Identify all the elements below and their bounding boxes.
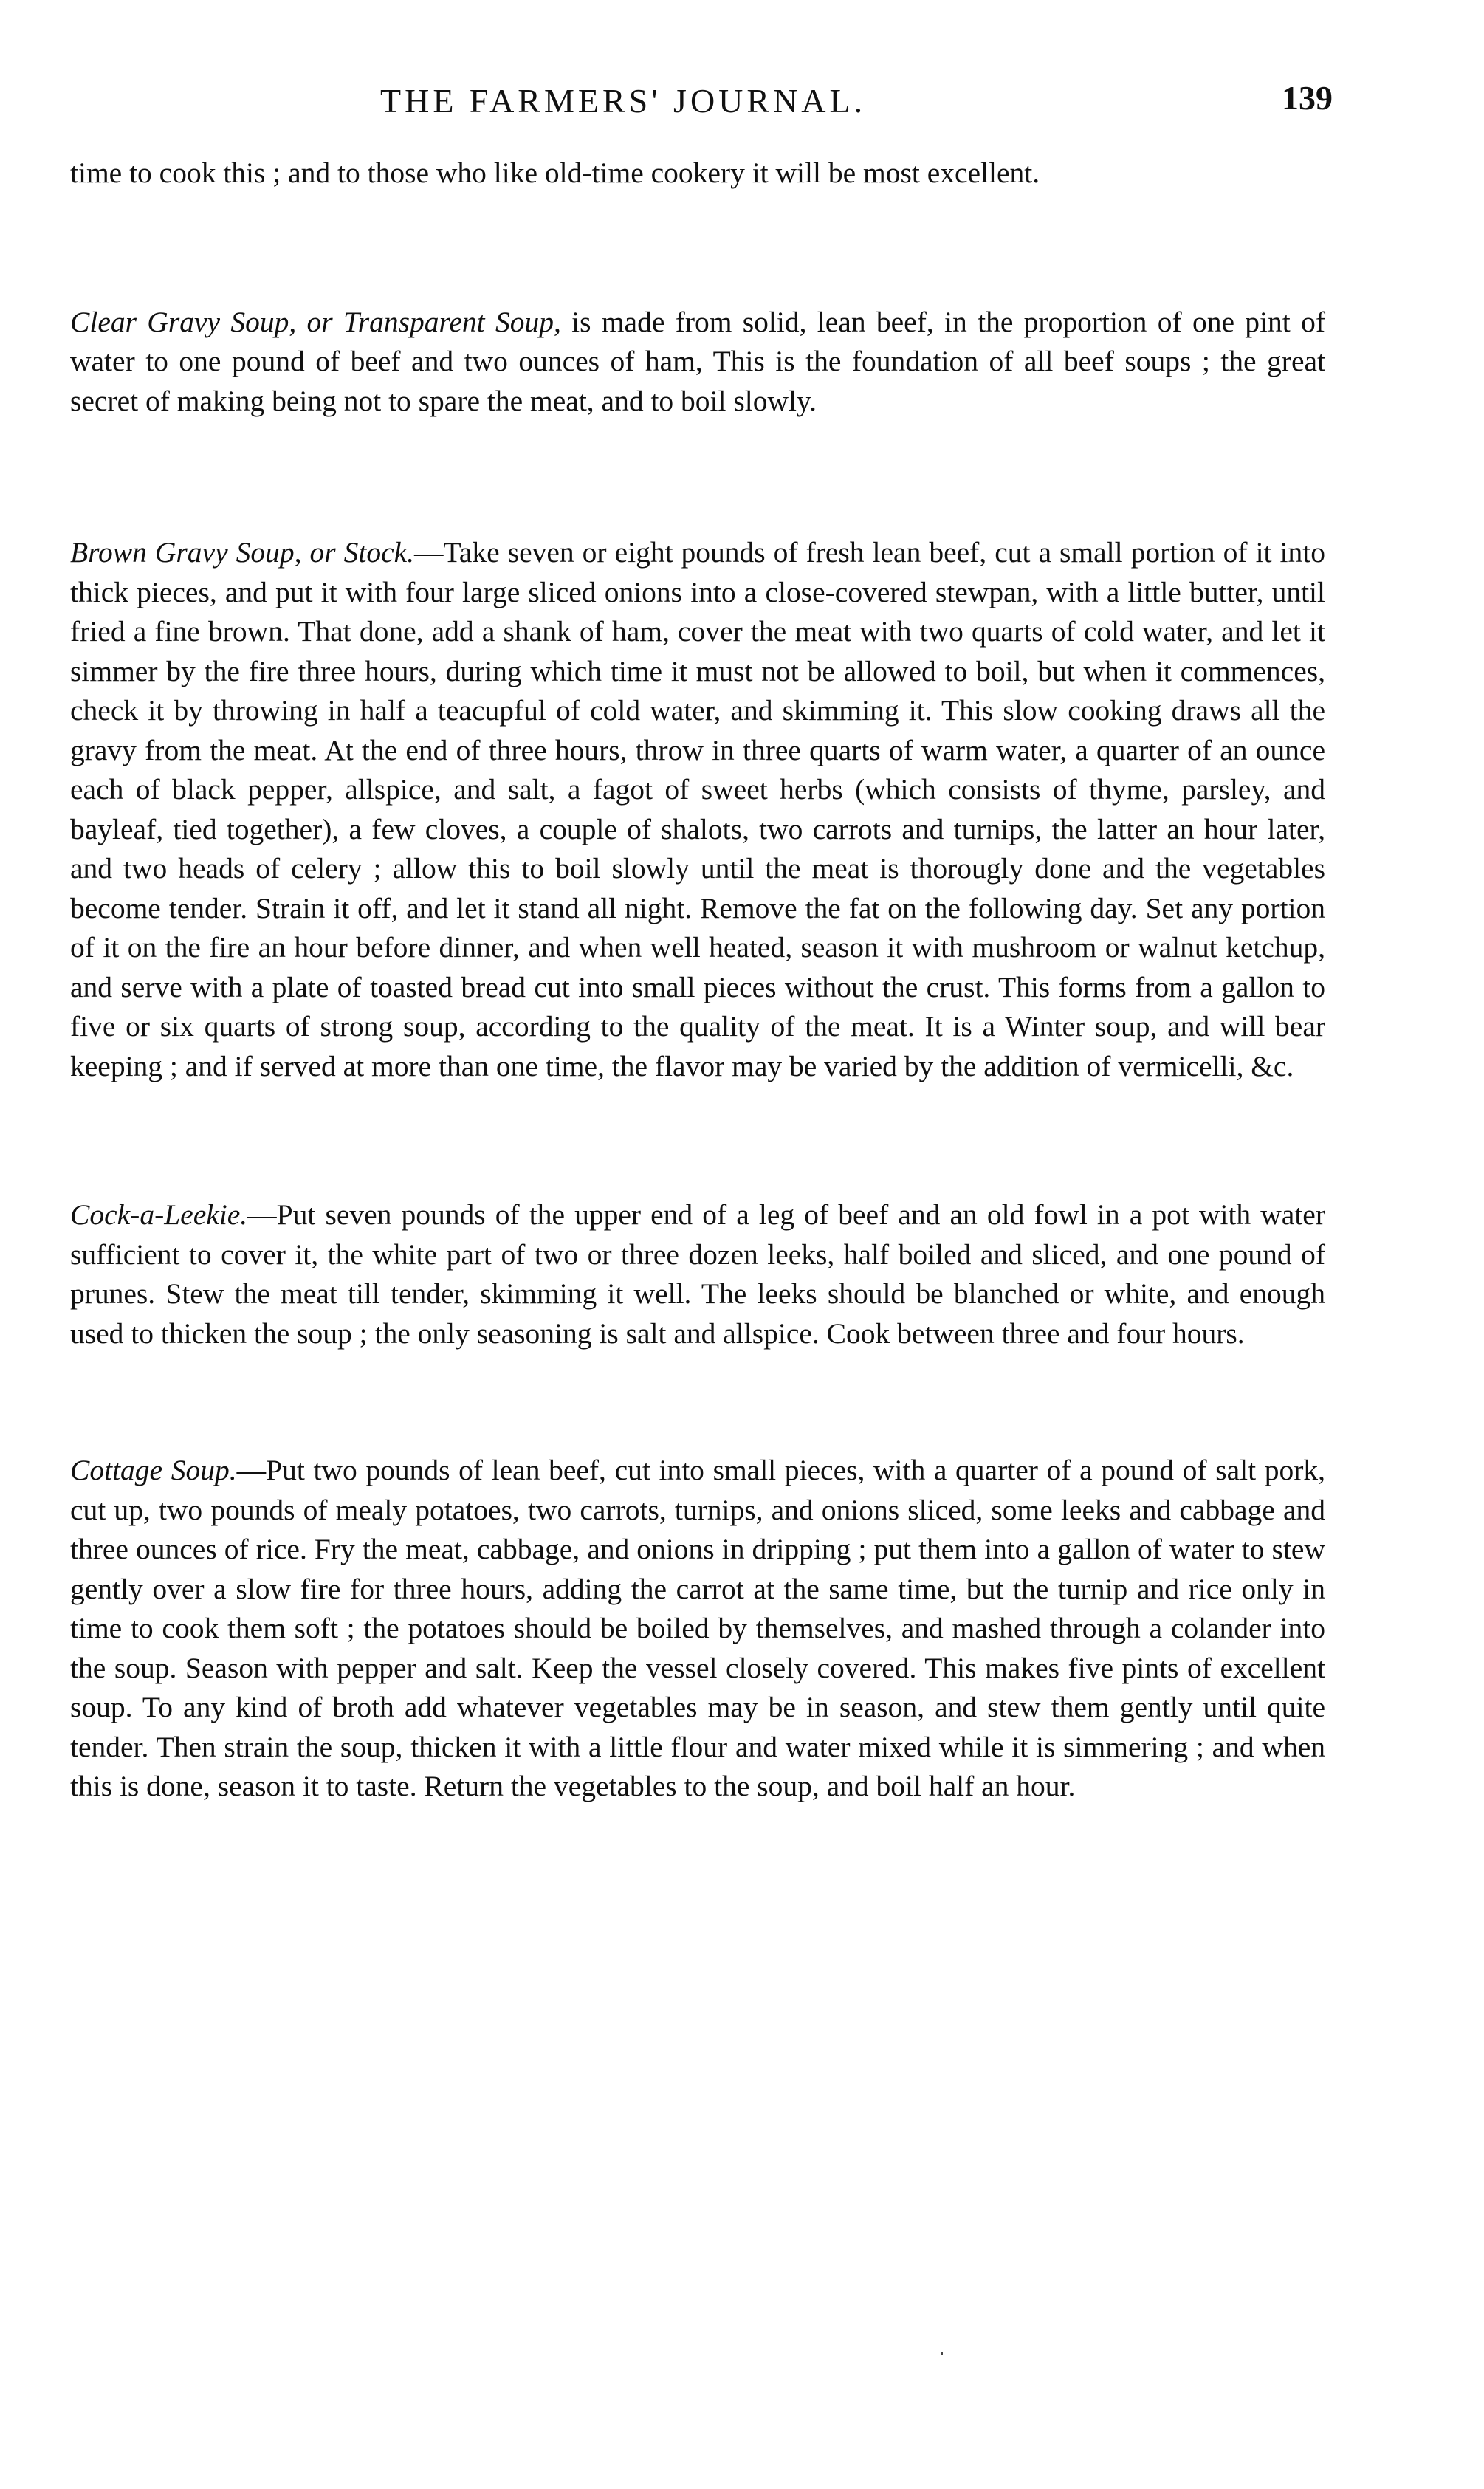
ink-speck xyxy=(941,2352,943,2355)
recipe-body: is made from solid, lean beef, in the proportion of one pint of water to one pound of beef and two ounces of ham, This is the foundation of all beef soups ; the great secret of making being not to spare the meat, and to boil slowly. xyxy=(70,305,1325,417)
recipe-body: —Put two pounds of lean beef, cut into small pieces, with a quarter of a pound of salt pork, cut up, two pounds of mealy potatoes, two carrots, turnips, and onions sliced, some leeks and cabbage and three ounces of rice. Fry the meat, cabbage, and onions in dripping ; put them into a gallon of water to stew gently over a slow fire for three hours, adding the carrot at the same time, but the turnip and rice only in time to cook them soft ; the potatoes should be boiled by themselves, and mashed through a colander into the soup. Season with pepper and salt. Keep the vessel closely covered. This makes five pints of excellent soup. To any kind of broth add whatever vegetables may be in season, and stew them gently until quite tender. Then strain the soup, thicken it with a little flour and water mixed while it is simmering ; and when this is done, season it to taste. Return the vegetables to the soup, and boil half an hour. xyxy=(70,1454,1326,1802)
book-page xyxy=(70,66,1333,2429)
recipe-cock-a-leekie xyxy=(70,1195,1325,1353)
recipe-cottage-soup xyxy=(70,1451,1325,1807)
recipe-heading: Cottage Soup. xyxy=(70,1454,237,1486)
paragraph-body: time to cook this ; and to those who like old-time cookery it will be most excellent. xyxy=(70,157,1040,189)
page-number: 139 xyxy=(1282,79,1333,117)
paragraph-continuation xyxy=(70,154,1325,193)
recipe-body: —Put seven pounds of the upper end of a leg of beef and an old fowl in a pot with water sufficient to cover it, the white part of two or three dozen leeks, half boiled and sliced, and one pound of prunes. Stew the meat till tender, skimming it well. The leeks should be blanched or white, and enough used to thicken the soup ; the only seasoning is salt and allspice. Cook between three and four hours. xyxy=(70,1198,1325,1350)
recipe-heading: Cock-a-Leekie. xyxy=(70,1198,248,1231)
running-head xyxy=(70,66,1333,126)
recipe-heading: Brown Gravy Soup, or Stock. xyxy=(70,536,415,569)
recipe-brown-gravy-soup xyxy=(70,533,1325,1086)
journal-title: THE FARMERS' JOURNAL. xyxy=(380,82,867,120)
recipe-clear-gravy-soup xyxy=(70,303,1325,422)
recipe-body: —Take seven or eight pounds of fresh lean beef, cut a small portion of it into thick pieces, and put it with four large sliced onions into a close-covered stewpan, with a little butter, until fried a fine brown. That done, add a shank of ham, cover the meat with two quarts of cold water, and let it simmer by the fire three hours, during which time it must not be allowed to boil, but when it commences, check it by throwing in half a teacupful of cold water, and skimming it. This slow cooking draws all the gravy from the meat. At the end of three hours, throw in three quarts of warm water, a quarter of an ounce each of black pepper, allspice, and salt, a fagot of sweet herbs (which consists of thyme, parsley, and bayleaf, tied together), a few cloves, a couple of shalots, two carrots and turnips, the latter an hour later, and two heads of celery ; allow this to boil slowly until the meat is thorougly done and the vegetables become tender. Strain it off, and let it stand all night. Remove the fat on the following day. Set any portion of it on the fire an hour before dinner, and when well heated, season it with mushroom or walnut ketchup, and serve with a plate of toasted bread cut into small pieces without the crust. This forms from a gallon to five or six quarts of strong soup, according to the quality of the meat. It is a Winter soup, and will bear keeping ; and if served at more than one time, the flavor may be varied by the addition of vermicelli, &c. xyxy=(70,536,1325,1082)
recipe-heading: Clear Gravy Soup, or Transparent Soup, xyxy=(70,305,561,338)
